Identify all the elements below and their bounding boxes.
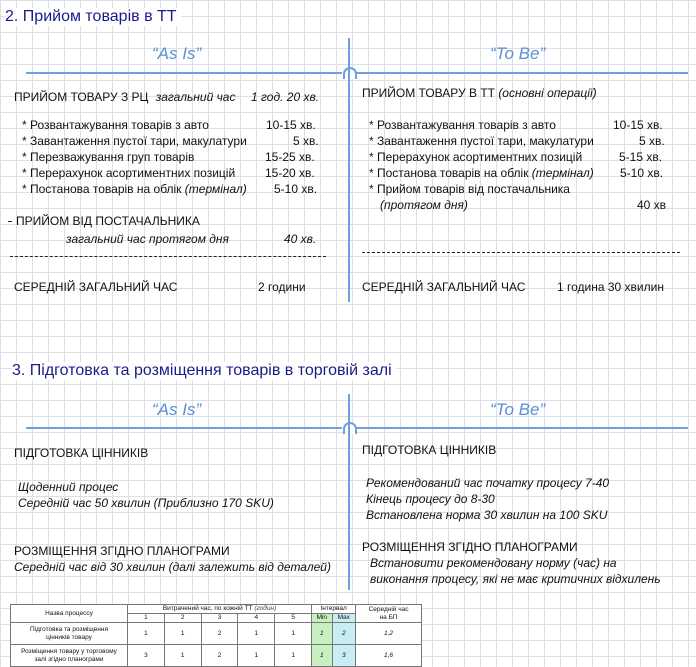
as-is-item-label: * Постанова товарів на облік (термінал) [22, 182, 247, 196]
as-is-item-value: 15-25 хв. [265, 150, 315, 164]
row-min: 1 [312, 623, 332, 645]
dashed-separator-right [362, 252, 680, 253]
supplier-total-value: 40 хв. [284, 232, 317, 246]
as-is-item-value: 5 хв. [293, 134, 319, 148]
to-be-item-value: 5-10 хв. [620, 166, 664, 180]
table-row [11, 623, 422, 645]
process-time-table [10, 604, 422, 667]
row-value: 2 [201, 645, 238, 667]
to-be-item-label: * Розвантажування товарів з авто [369, 118, 556, 132]
row-name: Підготовка та розміщення цінників товару [11, 623, 128, 645]
subheader-cell: 4 [238, 614, 275, 623]
divider-line-right [356, 427, 688, 429]
table-header-row [11, 605, 422, 614]
as-is-item-value: 10-15 хв. [266, 118, 316, 132]
as-is-item-label: * Завантаження пустої тари, макулатури [22, 134, 247, 148]
row-max: 3 [332, 645, 356, 667]
row-value: 1 [275, 623, 312, 645]
to-be-item-label: * Прийом товарів від постачальника [369, 182, 570, 196]
dashed-separator-left [10, 256, 326, 257]
as-is-item-label: * Перезважування груп товарів [22, 150, 195, 164]
price-tags-title: ПІДГОТОВКА ЦІННИКІВ [14, 446, 149, 460]
row-value: 1 [275, 645, 312, 667]
tags-end-time: Кінець процесу до 8-30 [366, 492, 495, 506]
section2-title: 2. Прийом товарів в ТТ [5, 8, 181, 26]
tt-receiving-title: ПРИЙОМ ТОВАРУ В ТТ (основні операції) [362, 86, 597, 100]
to-be-item-value: 5-15 хв. [619, 150, 663, 164]
as-is-header: “As Is” [152, 44, 202, 63]
section3-title: 3. Підготовка та розміщення товарів в торговій залі [12, 362, 396, 380]
row-value: 1 [164, 645, 201, 667]
divider-bridge [343, 422, 357, 434]
as-is-header: “As Is” [152, 400, 202, 419]
row-value: 2 [201, 623, 238, 645]
price-tags-title: ПІДГОТОВКА ЦІННИКІВ [362, 443, 497, 457]
as-is-item-label: * Перерахунок асортиментних позицій [22, 166, 236, 180]
row-name: Розміщення товару у торговому залі згідно планограми [11, 645, 128, 667]
during-day-value: 40 хв [637, 198, 667, 212]
to-be-header: “To Be” [490, 44, 546, 63]
as-is-item-value: 15-20 хв. [265, 166, 315, 180]
planogram-norm-line1: Встановити рекомендовану норму (час) на [370, 556, 617, 570]
header-average: Середній час на БП [356, 605, 422, 623]
row-value: 1 [238, 645, 275, 667]
as-is-avg-value: 2 години [258, 280, 306, 294]
to-be-item-label: * Завантаження пустої тари, макулатури [369, 134, 594, 148]
row-max: 2 [332, 623, 356, 645]
to-be-item-label: * Перерахунок асортиментних позицій [369, 150, 583, 164]
header-spent-time: Витрачений час, по кожній ТТ (годин) [128, 605, 312, 614]
as-is-avg-label: СЕРЕДНІЙ ЗАГАЛЬНИЙ ЧАС [14, 280, 178, 294]
header-process-name: Назва процессу [11, 605, 128, 623]
to-be-item-value: 10-15 хв. [613, 118, 663, 132]
as-is-item-value: 5-10 хв. [274, 182, 318, 196]
daily-process: Щоденний процес [18, 480, 119, 494]
tags-avg-time: Середній час 50 хвилин (Приблизно 170 SKU) [18, 496, 274, 510]
column-divider [348, 38, 350, 302]
divider-bridge [343, 67, 357, 79]
header-interval: Інтервал [312, 605, 356, 614]
subheader-min: Min [312, 614, 332, 623]
divider-line-left [26, 427, 342, 429]
table-row [11, 645, 422, 667]
during-day-label: (протягом дня) [380, 198, 468, 212]
row-min: 1 [312, 645, 332, 667]
subheader-max: Max [332, 614, 356, 623]
as-is-item-label: * Розвантажування товарів з авто [22, 118, 209, 132]
row-avg: 1,2 [356, 623, 422, 645]
subheader-cell: 5 [275, 614, 312, 623]
subheader-cell: 2 [164, 614, 201, 623]
to-be-item-label: * Постанова товарів на облік (термінал) [369, 166, 594, 180]
planogram-title: РОЗМІЩЕННЯ ЗГІДНО ПЛАНОГРАМИ [14, 544, 230, 558]
divider-line-left [26, 72, 342, 74]
supplier-total-label: загальний час протягом дня [66, 232, 229, 246]
tags-start-time: Рекомендований час початку процесу 7-40 [366, 476, 610, 490]
column-divider [348, 394, 350, 590]
dash-marker [8, 221, 12, 222]
to-be-header: “To Be” [490, 400, 546, 419]
rc-total-value: 1 год. 20 хв. [251, 90, 320, 104]
to-be-avg-label: СЕРЕДНІЙ ЗАГАЛЬНИЙ ЧАС [362, 280, 526, 294]
row-value: 1 [238, 623, 275, 645]
divider-line-right [356, 72, 688, 74]
planogram-time: Середній час від 30 хвилин (далі залежить від деталей) [14, 560, 331, 574]
planogram-title: РОЗМІЩЕННЯ ЗГІДНО ПЛАНОГРАМИ [362, 540, 578, 554]
row-value: 1 [164, 623, 201, 645]
to-be-item-value: 5 хв. [639, 134, 665, 148]
row-value: 3 [128, 645, 165, 667]
to-be-avg-value: 1 година 30 хвилин [557, 280, 664, 294]
row-avg: 1,6 [356, 645, 422, 667]
tags-norm: Встановлена норма 30 хвилин на 100 SKU [366, 508, 608, 522]
rc-receiving-title: ПРИЙОМ ТОВАРУ З РЦ загальний час [14, 90, 236, 104]
planogram-norm-line2: виконання процесу, які не має критичних відхилень [370, 572, 661, 586]
row-value: 1 [128, 623, 165, 645]
subheader-cell: 1 [128, 614, 165, 623]
supplier-receiving-title: ПРИЙОМ ВІД ПОСТАЧАЛЬНИКА [16, 214, 200, 228]
subheader-cell: 3 [201, 614, 238, 623]
